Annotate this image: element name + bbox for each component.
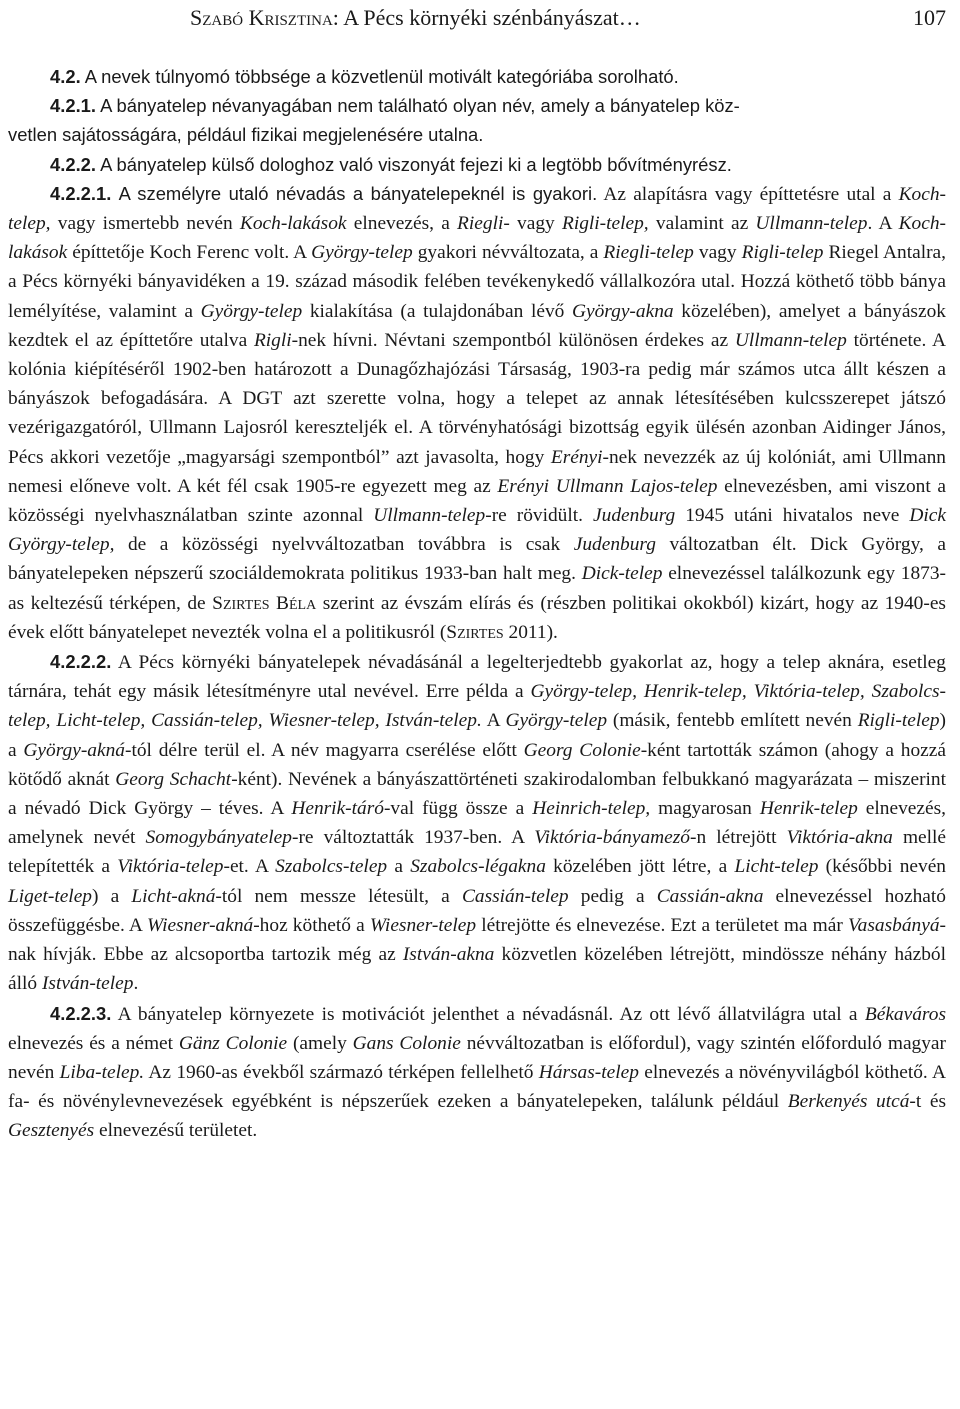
place-name: György-akná	[23, 739, 125, 761]
paragraph-text: vagy ismertebb nevén	[50, 213, 240, 235]
place-name: György-telep	[311, 242, 413, 264]
paragraph-text: . A	[867, 213, 899, 235]
paragraph-text: közelében), amelyet a bányászok kezdtek el az építtetőre utalva	[8, 300, 946, 351]
place-name: Judenburg	[593, 505, 676, 527]
place-name: Henrik-táró	[291, 798, 384, 820]
place-name: Judenburg	[573, 534, 656, 556]
heading-text: A bányatelep külső dologhoz való viszonyát fejezi ki a legtöbb bővítményrész.	[100, 153, 732, 175]
place-name: Riegli-	[457, 213, 510, 235]
paragraph-text: de a közösségi nyelvváltozatban továbbra is csak	[114, 534, 574, 556]
heading-text: A nevek túlnyomó többsége a közvetlenül motivált kategóriába sorolható.	[84, 66, 679, 87]
heading-4-2-1-cont	[8, 120, 946, 149]
section-number: 4.2.2.2.	[50, 651, 112, 673]
paragraph-text: .	[133, 973, 139, 995]
subheading-text: A személyre utaló névadás a bányatelepeknél is gyakori.	[118, 182, 598, 204]
place-name: Gänz Colonie	[178, 1032, 288, 1054]
heading-number: 4.2.2.	[50, 153, 97, 175]
paragraph-text: gyakori névváltozata, a	[412, 242, 604, 264]
place-name: Erényi	[550, 446, 603, 468]
paragraph-text: építtetője Koch Ferenc volt. A	[67, 242, 312, 264]
place-name: Viktória-telep	[117, 856, 224, 878]
paragraph-text: vagy	[509, 213, 562, 235]
place-name: Szabolcs-légakna	[410, 856, 546, 878]
place-name: Licht-akná	[131, 885, 216, 907]
paragraph-text: kialakítása (a tulajdonában lévő	[302, 300, 572, 322]
heading-text: A bányatelep névanyagában nem található olyan név, amely a bányatelep köz-	[100, 95, 740, 117]
paragraph-text: létrejötte és elnevezése. Ezt a területet ma már	[476, 914, 848, 936]
paragraph-text: ) a	[92, 885, 132, 907]
paragraph-text: -val függ össze a	[383, 798, 533, 820]
place-name: Erényi Ullmann Lajos-telep	[497, 475, 718, 497]
paragraph-text: története. A kolónia kiépítéséről 1902-ben határozott a Dunagőzhajózási Társaság, 1903-ra pedig már számos utca állt készen a bányászok befogadására. A DGT azt szerette volna, hogy a telepet az annak létesítésében kulcsszerepet játszó vezérigazgatóról, Ullmann Lajosról kereszteljék el. A törvényhatósági bizottság egyik ülésén azonban Aidinger János, Pécs akkori vezetője „magyarsági szempontból” azt javasolta, hogy	[8, 329, 946, 468]
place-name: György-telep	[200, 300, 303, 322]
heading-number: 4.2.1.	[50, 95, 97, 117]
running-header	[190, 4, 946, 32]
paragraph-text: -et. A	[223, 856, 276, 878]
paragraph-text: elnevezés a növényvilágból köthető. A fa- és növénylevnevezések egyébként is népszerűek ezeken a bányatelepeken, találunk például	[8, 1061, 946, 1113]
page-number: 107	[913, 5, 946, 30]
place-name: István-akna	[402, 944, 495, 966]
place-name: Heinrich-telep,	[532, 798, 651, 820]
paragraph-text: -re változtatták 1937-ben. A	[291, 827, 535, 849]
place-name: Ullmann-telep	[734, 329, 847, 351]
paragraph-environment-naming	[8, 999, 946, 1146]
place-name: Licht-telep	[734, 856, 819, 878]
section-number: 4.2.2.3.	[50, 1002, 112, 1024]
heading-4-2	[8, 62, 946, 91]
paragraph-text: -ként). Nevének a bányászattörténeti szakirodalomban felbukkanó magyarázata – miszerint a névadó Dick György – téves. A	[8, 768, 947, 820]
place-name: Georg Schacht	[115, 768, 232, 790]
place-name: Riegli-telep	[603, 242, 694, 264]
place-name: István-telep	[41, 973, 134, 995]
place-name: Cassián-telep	[461, 885, 569, 907]
place-name: Liba-telep.	[59, 1061, 145, 1083]
paragraph-text: 1945 utáni hivatalos neve	[675, 505, 910, 527]
paragraph-text: közvetlen közelében létrejött, mindössze néhány házból álló	[8, 944, 946, 995]
place-name: György-telep	[505, 710, 608, 732]
paragraph-text: valamint az	[648, 213, 756, 235]
paragraph-text: névváltozatban is előfordul), vagy szintén előforduló magyar nevén	[8, 1032, 946, 1083]
paragraph-text: -tól nem messze létesült, a	[215, 885, 462, 907]
paragraph-text: A bányatelep környezete is motivációt jelenthet a névadásnál. Az ott lévő állatvilágra utal a	[111, 1003, 865, 1025]
place-name: Vasasbányá	[847, 914, 940, 936]
paragraph-text: A	[481, 710, 506, 732]
paragraph-text: -nak hívják. Ebbe az alcsoportba tartozik még az	[8, 914, 946, 966]
place-name: Viktória-bányamező	[534, 827, 690, 849]
place-name: Ullmann-telep	[373, 505, 486, 527]
section-number: 4.2.2.1.	[50, 182, 112, 204]
place-name: Koch-lakások	[239, 213, 347, 235]
paragraph-text: -t és	[909, 1091, 946, 1113]
place-name: Dick-telep	[581, 563, 663, 585]
place-name: Viktória-akna	[786, 827, 893, 849]
place-name: Rigli-telep,	[561, 213, 649, 235]
paragraph-mine-naming	[8, 647, 946, 998]
place-name: Rigli	[253, 329, 292, 351]
place-name: Dick György-telep,	[8, 505, 947, 556]
paragraph-text: elnevezés és a német	[8, 1032, 179, 1054]
heading-4-2-2	[8, 150, 946, 179]
place-name: Koch-telep,	[8, 183, 946, 235]
place-name: Somogybányatelep	[145, 827, 292, 849]
place-name: György-telep, Henrik-telep, Viktória-telep, Szabolcs-telep, Licht-telep, Cassián-telep, Wiesner-telep, István-telep.	[8, 681, 946, 732]
paragraph-text: vagy	[693, 242, 742, 264]
place-name: Cassián-akna	[656, 885, 764, 907]
paragraph-text: -re rövidült.	[485, 505, 594, 527]
place-name: Gesztenyés	[8, 1120, 95, 1142]
place-name: Ullmann-telep	[755, 213, 868, 235]
paragraph-text: Az alapításra vagy építtetésre utal a	[603, 183, 899, 205]
paragraph-text: 2011).	[503, 621, 558, 643]
place-name: Koch-lakások	[8, 213, 946, 264]
paragraph-text: A Pécs környéki bányatelepek névadásánál a legelterjedtebb gyakorlat az, hogy a telep aknára, esetleg tárnára, tehát egy másik létesítményre utal nevével. Erre példa a	[8, 652, 946, 703]
place-name: Gans Colonie	[352, 1032, 461, 1054]
paragraph-text: Riegel Antalra, a Pécs környéki bányavidéken a 19. század második felében tevékenykedő vállalkozóra utal. Hozzá köthető több bánya lemélyítése, valamint a	[8, 242, 947, 322]
place-name: Szabolcs-telep	[275, 856, 388, 878]
paragraph-text: -tól délre terül el. A név magyarra cserélése előtt	[125, 739, 524, 761]
paragraph-text: (későbbi nevén	[818, 856, 946, 878]
header-title: : A Pécs környéki szénbányászat…	[332, 5, 641, 30]
paragraph-text: -hoz köthető a	[253, 914, 370, 936]
heading-number: 4.2.	[50, 66, 81, 87]
paragraph-text: (amely	[287, 1032, 353, 1054]
paragraph-text: pedig a	[568, 885, 657, 907]
paragraph-text: a	[387, 856, 411, 878]
paragraph-text: közelében jött létre, a	[545, 856, 735, 878]
paragraph-text: elnevezés, amelynek nevét	[8, 798, 947, 849]
paragraph-text: (másik, fentebb említett nevén	[607, 710, 858, 732]
paragraph-text: elnevezésű területet.	[94, 1120, 258, 1142]
header-author-first: Szabó	[190, 5, 244, 30]
paragraph-text: elnevezés, a	[346, 213, 458, 235]
paragraph-text: változatban élt. Dick György, a bányatelepeken népszerű szociáldemokrata politikus 1933-ban halt meg.	[8, 534, 946, 585]
paragraph-text: elnevezéssel találkozunk egy 1873-as keltezésű térképen, de	[8, 563, 946, 614]
paragraph-text: magyarosan	[650, 798, 760, 820]
place-name: Liget-telep	[8, 885, 93, 907]
paragraph-text: elnevezésben, ami viszont a közösségi nyelvhasználatban szinte azonnal	[8, 475, 946, 527]
place-name: Georg Colonie	[523, 739, 641, 761]
paragraph-text: -nek nevezzék az új kolóniát, ami Ullmann nemesi előneve volt. A két fél csak 1905-re egyezett meg az	[8, 446, 946, 497]
place-name: Békaváros	[864, 1003, 946, 1025]
paragraph-text: szerint az évszám elírás és (részben politikai okokból) kizárt, hogy az 1940-es évek előtt bányatelepet nevezték volna el a politikusról (	[8, 592, 946, 643]
place-name: Henrik-telep	[759, 798, 858, 820]
cited-author: Szirtes	[446, 621, 504, 643]
paragraph-text: -ként tartották számon (ahogy a hozzá kötődő aknát	[8, 739, 946, 790]
place-name: Hársas-telep	[538, 1061, 639, 1083]
paragraph-text: -nek hívni. Névtani szempontból különösen érdekes az	[291, 329, 735, 351]
place-name: György-akna	[572, 300, 674, 322]
heading-text: vetlen sajátosságára, például fizikai megjelenésére utalna.	[8, 124, 484, 146]
place-name: Rigli-telep	[741, 242, 824, 264]
paragraph-text: -n létrejött	[690, 827, 787, 849]
page-body	[8, 62, 946, 1146]
place-name: Rigli-telep	[857, 710, 940, 732]
place-name: Wiesner-telep	[369, 914, 477, 936]
header-author-last: Krisztina	[248, 5, 333, 30]
place-name: Berkenyés utcá	[787, 1091, 910, 1113]
paragraph-text: ) a	[8, 710, 946, 761]
paragraph-text: Az 1960-as évekből származó térképen fellelhető	[144, 1061, 539, 1083]
paragraph-personal-naming	[8, 179, 946, 647]
paragraph-text: mellé telepítették a	[8, 827, 947, 878]
place-name: Wiesner-akná	[146, 914, 254, 936]
heading-4-2-1	[8, 91, 946, 120]
cited-author: Szirtes Béla	[212, 592, 317, 614]
paragraph-text: elnevezéssel hozható összefüggésbe. A	[8, 885, 946, 936]
